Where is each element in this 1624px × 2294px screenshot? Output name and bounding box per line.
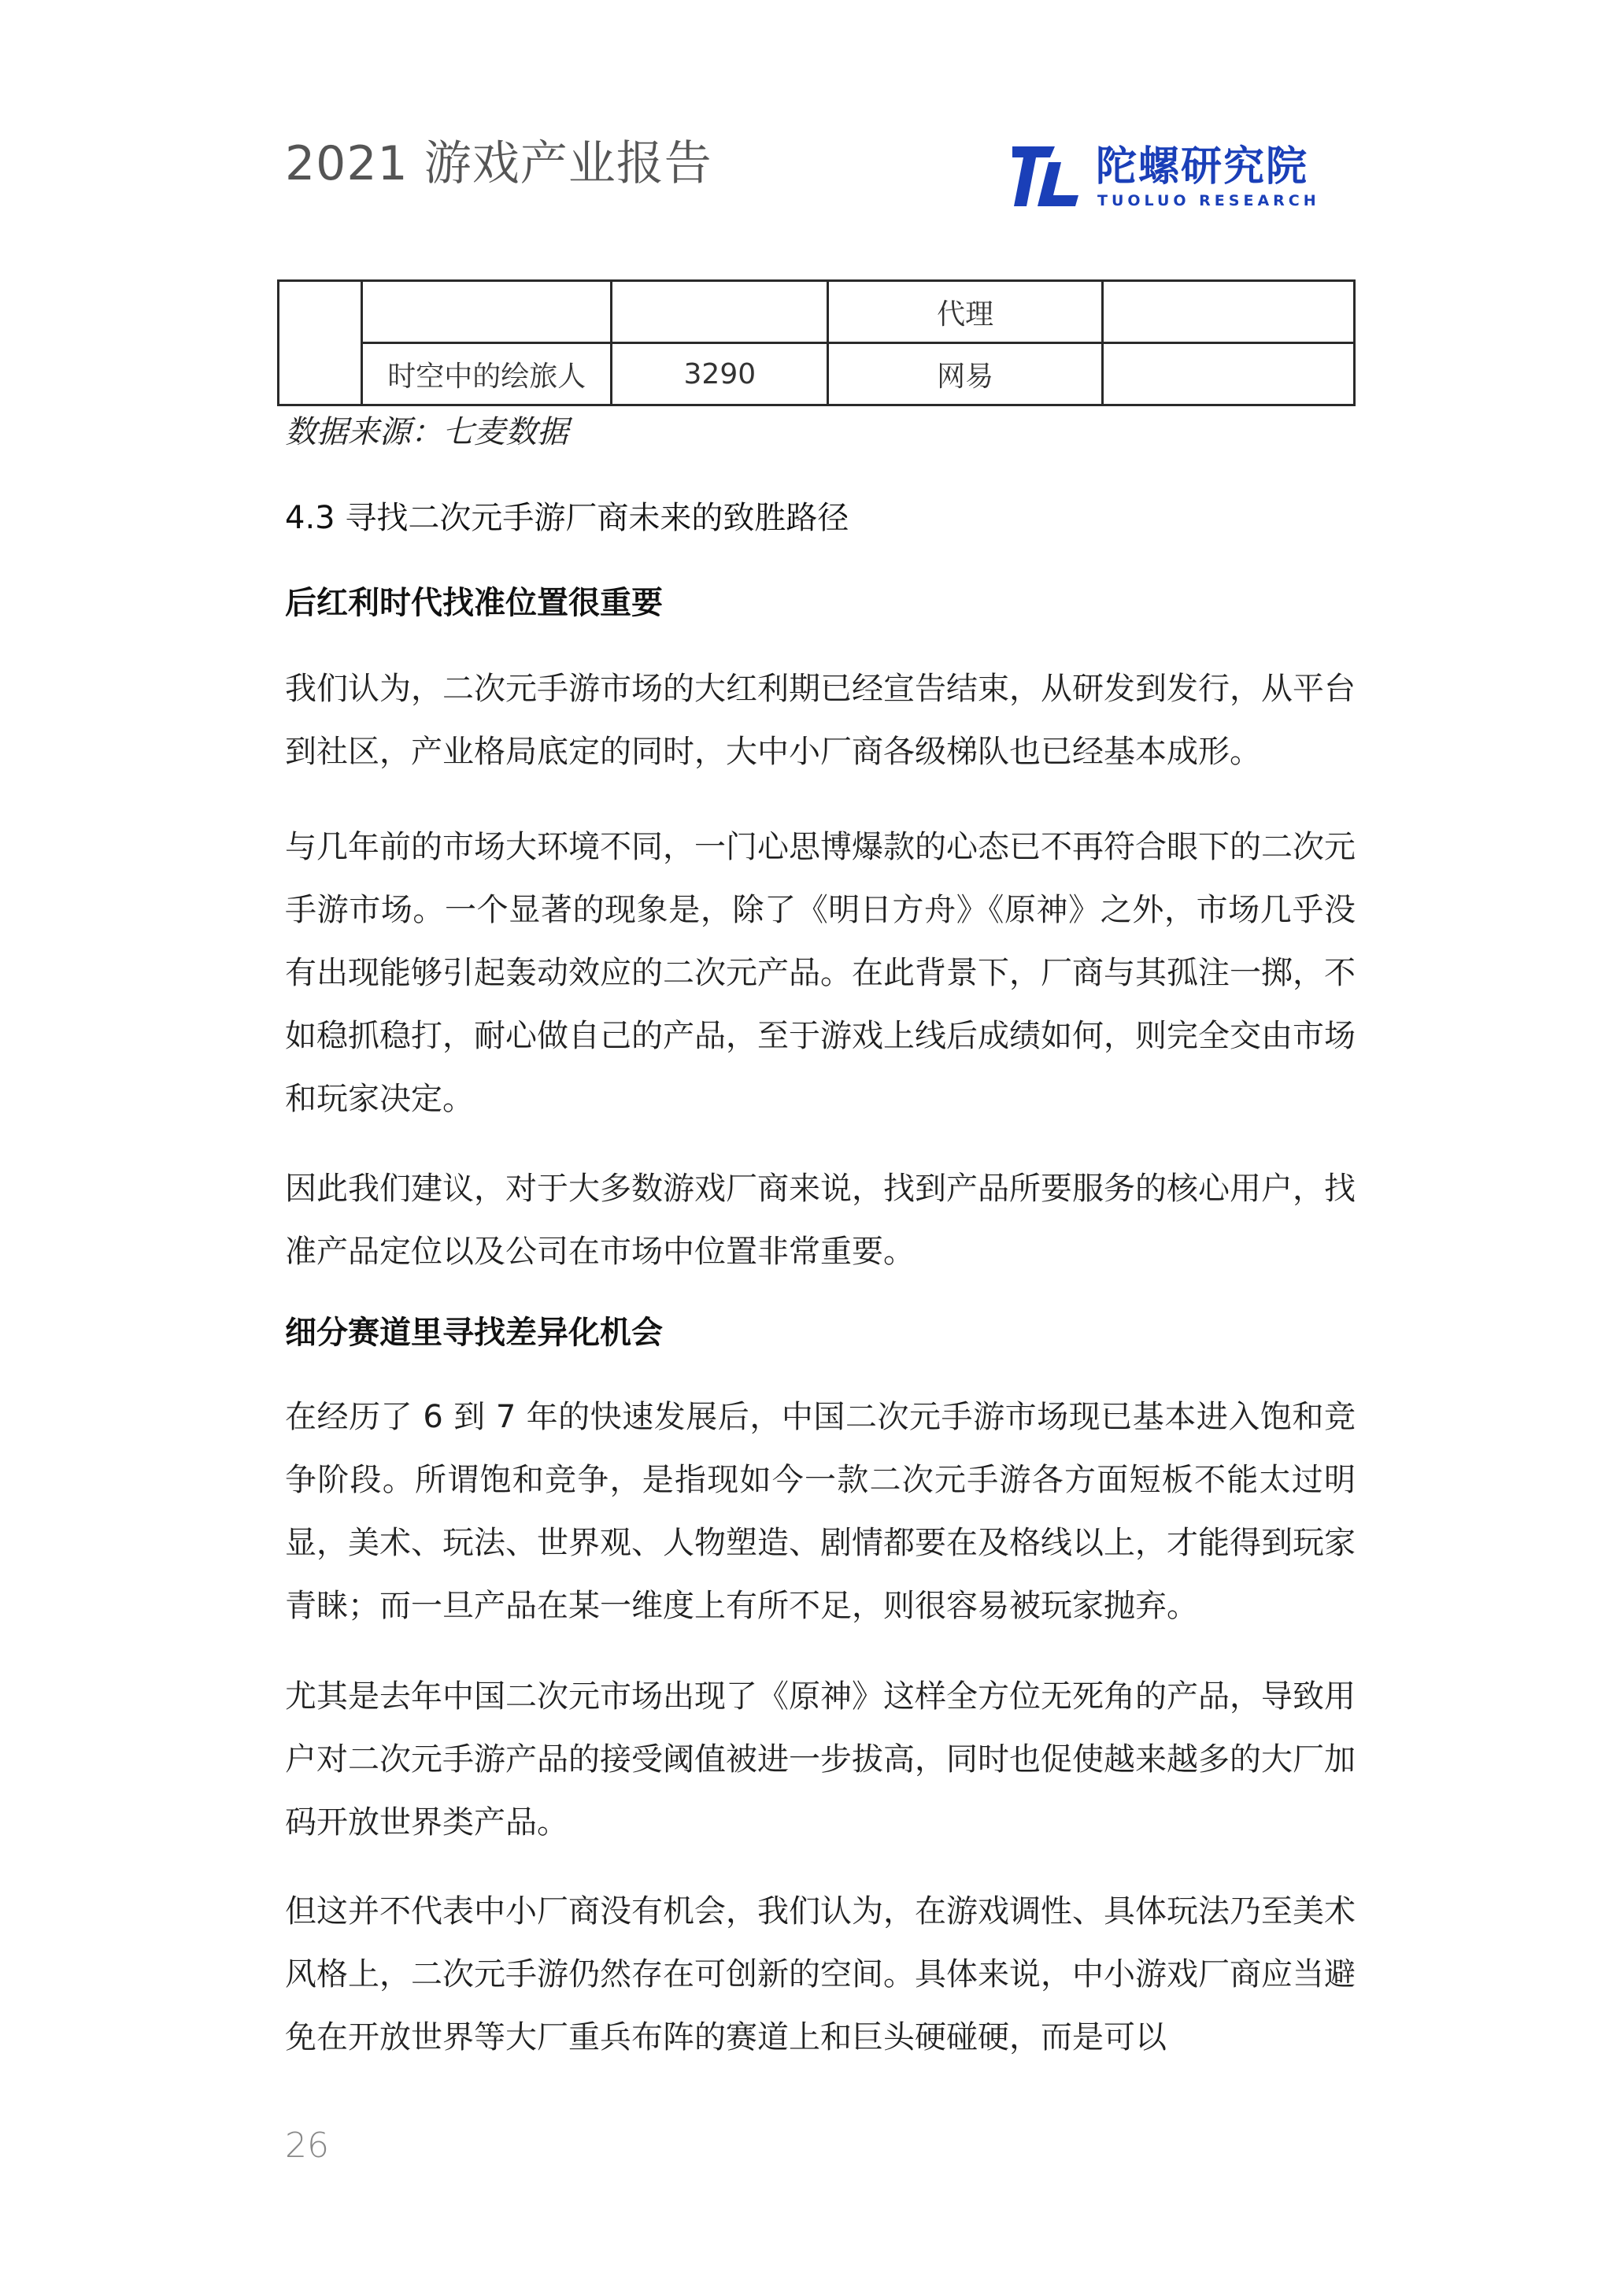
paragraph-group-2a bbox=[285, 1386, 1356, 1637]
paragraph-group-2b bbox=[285, 1665, 1356, 1854]
table-cell: 时空中的绘旅人 bbox=[362, 343, 612, 405]
paragraph-group-2c bbox=[285, 1880, 1356, 2069]
table-cell bbox=[362, 281, 612, 343]
paragraph-group-1c bbox=[285, 1157, 1356, 1283]
table-cell bbox=[1102, 343, 1354, 405]
logo-text-cn: 陀螺研究院 bbox=[1096, 143, 1309, 191]
table-cell: 代理 bbox=[828, 281, 1102, 343]
data-source-note: 数据来源：七麦数据 bbox=[285, 414, 568, 450]
table-cell bbox=[612, 281, 828, 343]
table-cell bbox=[279, 281, 362, 405]
paragraph: 与几年前的市场大环境不同，一门心思博爆款的心态已不再符合眼下的二次元手游市场。一个显著的现象是，除了《明日方舟》《原神》之外，市场几乎没有出现能够引起轰动效应的二次元产品。在此背景下，厂商与其孤注一掷，不如稳抓稳打，耐心做自己的产品，至于游戏上线后成绩如何，则完全交由市场和玩家决定。 bbox=[285, 829, 1356, 1117]
section-heading: 4.3 寻找二次元手游厂商未来的致胜路径 bbox=[285, 500, 849, 536]
paragraph: 我们认为，二次元手游市场的大红利期已经宣告结束，从研发到发行，从平台到社区，产业格局底定的同时，大中小厂商各级梯队也已经基本成形。 bbox=[285, 671, 1356, 770]
subheading: 细分赛道里寻找差异化机会 bbox=[285, 1315, 663, 1351]
subheading: 后红利时代找准位置很重要 bbox=[285, 585, 663, 621]
table-row bbox=[279, 281, 1355, 343]
paragraph: 尤其是去年中国二次元市场出现了《原神》这样全方位无死角的产品，导致用户对二次元手游产品的接受阈值被进一步拔高，同时也促使越来越多的大厂加码开放世界类产品。 bbox=[285, 1678, 1356, 1841]
report-title: 2021 游戏产业报告 bbox=[285, 136, 712, 191]
tuoluo-logo bbox=[1012, 143, 1327, 213]
paragraph: 因此我们建议，对于大多数游戏厂商来说，找到产品所要服务的核心用户，找准产品定位以及公司在市场中位置非常重要。 bbox=[285, 1171, 1356, 1270]
paragraph: 但这并不代表中小厂商没有机会，我们认为，在游戏调性、具体玩法乃至美术风格上，二次元手游仍然存在可创新的空间。具体来说，中小游戏厂商应当避免在开放世界等大厂重兵布阵的赛道上和巨头硬碰硬，而是可以 bbox=[285, 1893, 1356, 2055]
table-cell: 网易 bbox=[828, 343, 1102, 405]
table-cell: 3290 bbox=[612, 343, 828, 405]
logo-text-en: TUOLUO RESEARCH bbox=[1097, 192, 1320, 209]
table-cell bbox=[1102, 281, 1354, 343]
tl-logo-icon bbox=[1012, 146, 1078, 206]
game-table-fragment bbox=[277, 279, 1356, 406]
paragraph-group-1b bbox=[285, 816, 1356, 1130]
paragraph-group-1 bbox=[285, 657, 1356, 783]
table-row bbox=[279, 343, 1355, 405]
page-number: 26 bbox=[285, 2126, 329, 2166]
paragraph: 在经历了 6 到 7 年的快速发展后，中国二次元手游市场现已基本进入饱和竞争阶段。所谓饱和竞争，是指现如今一款二次元手游各方面短板不能太过明显，美术、玩法、世界观、人物塑造、剧情都要在及格线以上，才能得到玩家青睐；而一旦产品在某一维度上有所不足，则很容易被玩家抛弃。 bbox=[285, 1399, 1356, 1624]
